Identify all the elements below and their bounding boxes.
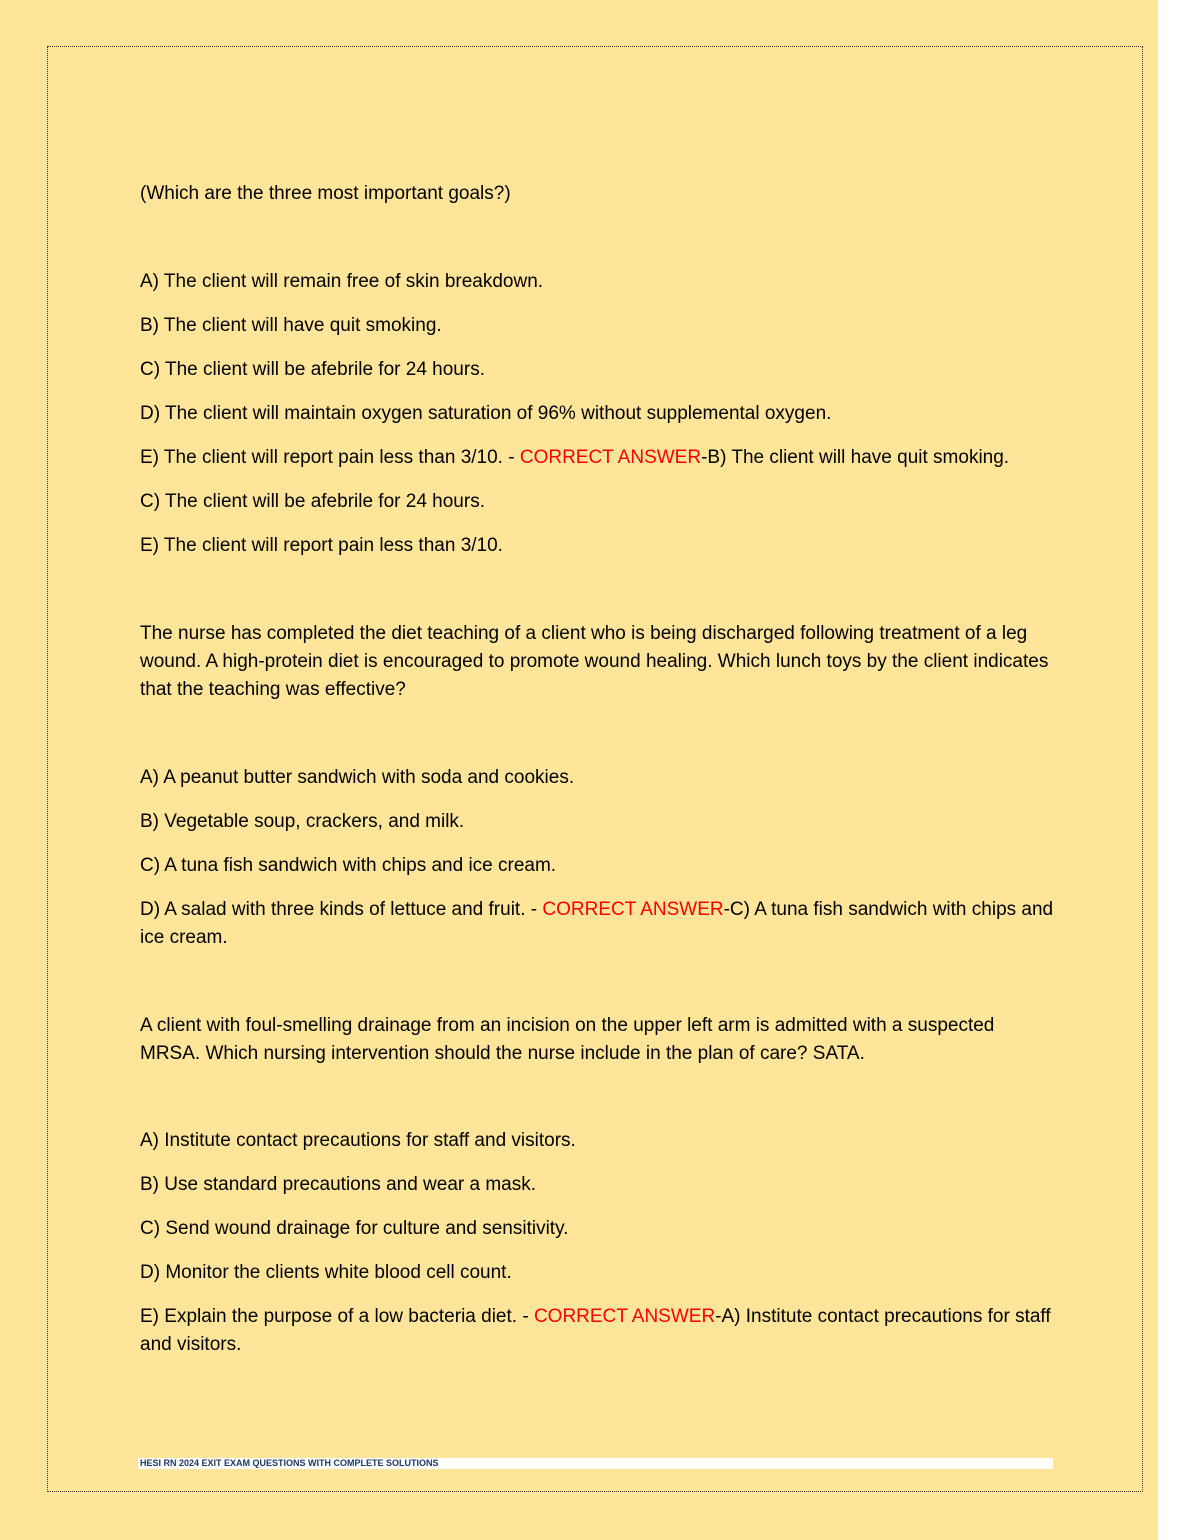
option-3c: C) Send wound drainage for culture and sensitivity.	[140, 1218, 569, 1239]
option-1d: D) The client will maintain oxygen saturation of 96% without supplemental oxygen.	[140, 403, 832, 424]
correct-answer-label-1: CORRECT ANSWER	[519, 447, 702, 468]
option-3a: A) Institute contact precautions for staff and visitors.	[140, 1130, 576, 1151]
correct-answer-label-3: CORRECT ANSWER	[533, 1306, 716, 1327]
option-1a: A) The client will remain free of skin breakdown.	[140, 271, 544, 292]
option-2d: D) A salad with three kinds of lettuce and fruit. -	[140, 899, 543, 920]
question-1-text: (Which are the three most important goals?)	[140, 183, 511, 204]
answer-1-second: C) The client will be afebrile for 24 hours.	[140, 491, 485, 512]
option-2a: A) A peanut butter sandwich with soda and cookies.	[140, 767, 575, 788]
answer-1-first: -B) The client will have quit smoking.	[701, 447, 1010, 468]
question-3-text: A client with foul-smelling drainage from an incision on the upper left arm is admitted with a suspected MRSA. Which nursing intervention should the nurse include in the plan of care? SATA.	[140, 1015, 995, 1064]
option-2d-with-answer	[140, 896, 1055, 952]
footer-text: HESI RN 2024 EXIT EXAM QUESTIONS WITH COMPLETE SOLUTIONS	[140, 1458, 439, 1468]
option-3e: E) Explain the purpose of a low bacteria diet. -	[140, 1306, 534, 1327]
answer-3: -A) Institute contact precautions for staff and visitors.	[140, 1306, 1051, 1355]
question-2-text: The nurse has completed the diet teaching of a client who is being discharged following treatment of a leg wound. A high-protein diet is encouraged to promote wound healing. Which lunch toys by the client indicates that the teaching was effective?	[140, 623, 1049, 700]
option-3d: D) Monitor the clients white blood cell count.	[140, 1262, 512, 1283]
document-content	[140, 180, 1055, 1359]
option-1e-with-answer	[140, 444, 1055, 472]
answer-1-third: E) The client will report pain less than 3/10.	[140, 535, 503, 556]
option-1c: C) The client will be afebrile for 24 hours.	[140, 359, 485, 380]
option-2b: B) Vegetable soup, crackers, and milk.	[140, 811, 465, 832]
option-1b: B) The client will have quit smoking.	[140, 315, 442, 336]
option-3b: B) Use standard precautions and wear a mask.	[140, 1174, 537, 1195]
option-1e: E) The client will report pain less than 3/10. -	[140, 447, 520, 468]
correct-answer-label-2: CORRECT ANSWER	[542, 899, 724, 920]
answer-2: -C) A tuna fish sandwich with chips and ice cream.	[140, 899, 1054, 948]
option-2c: C) A tuna fish sandwich with chips and ice cream.	[140, 855, 557, 876]
option-3e-with-answer	[140, 1303, 1055, 1359]
